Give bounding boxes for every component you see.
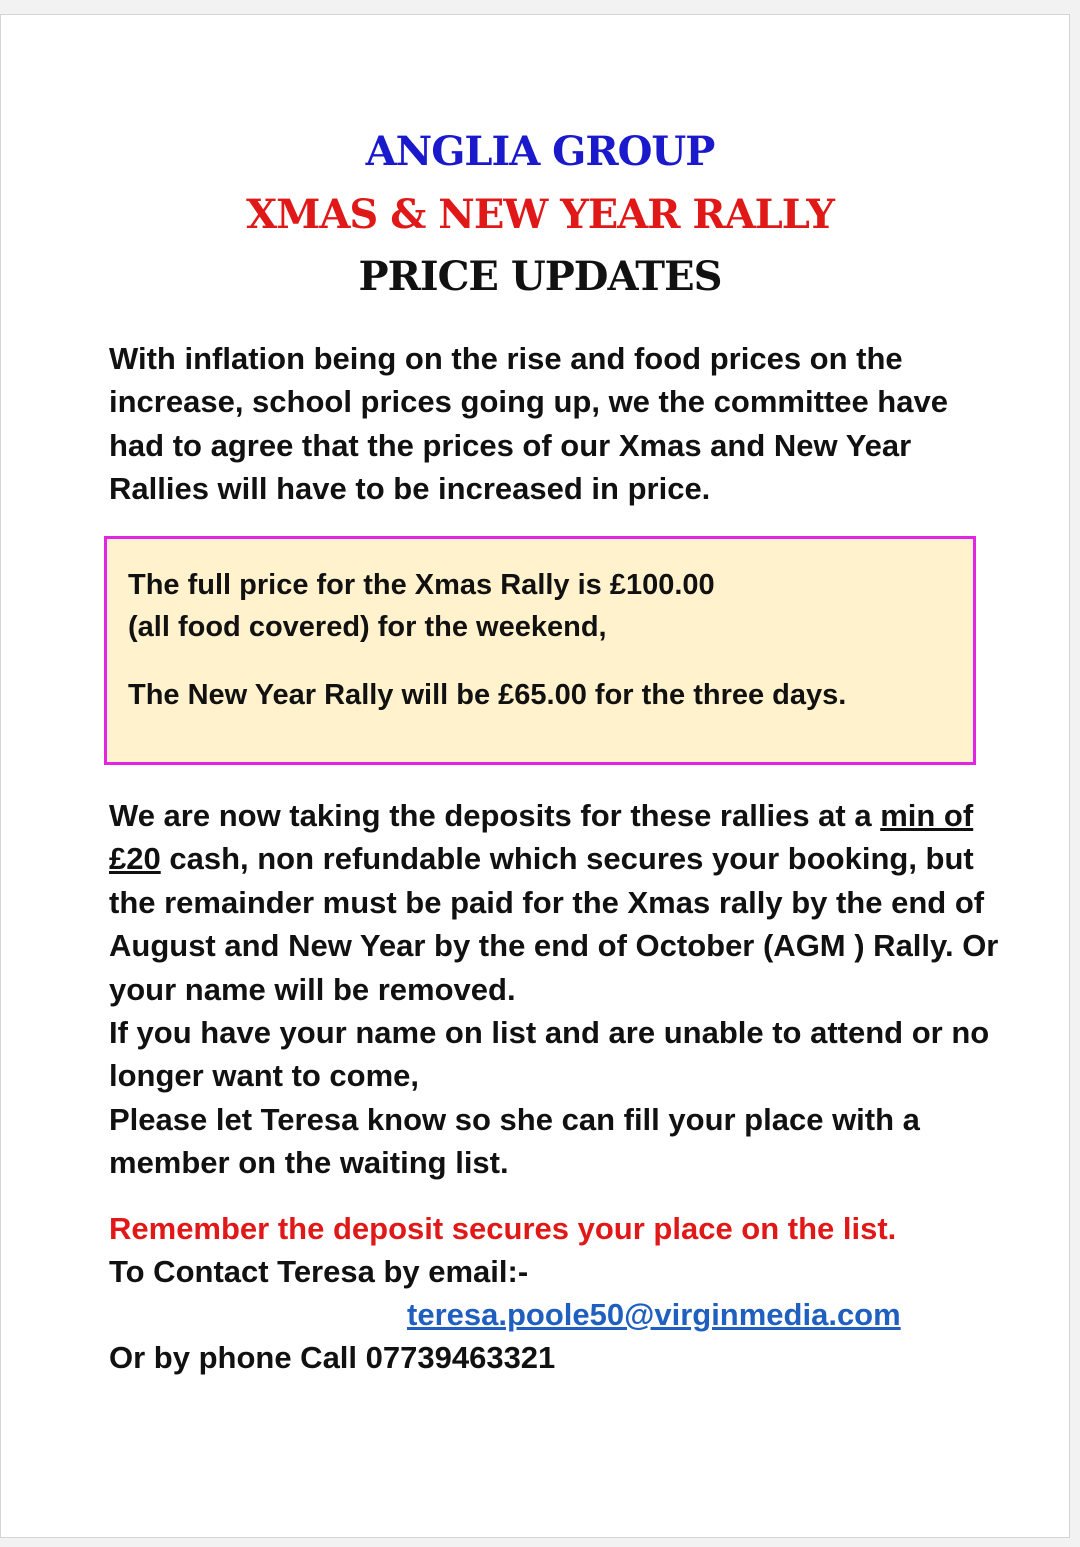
deposit-terms: cash, non refundable which secures your booking, but the remainder must be paid for the Xmas rally by the end of August and New Year by the end of October (AGM ) Rally. Or your name will be removed. (109, 841, 999, 1007)
title-anglia-group: ANGLIA GROUP (365, 128, 715, 175)
intro-paragraph: With inflation being on the rise and food prices on the increase, school prices going up, we the committee have had to agree that the prices of our Xmas and New Year Rallies will have to be increased in price. (109, 341, 948, 507)
phone-contact: Or by phone Call 07739463321 (109, 1340, 556, 1375)
deposit-text: We are now taking the deposits for these rallies at a (109, 798, 881, 833)
title-price-updates: PRICE UPDATES (358, 253, 722, 300)
unable-to-attend-text: If you have your name on list and are unable to attend or no longer want to come, (109, 1015, 990, 1094)
deposit-reminder: Remember the deposit secures your place on the list. (109, 1211, 897, 1246)
deposit-details (109, 794, 1009, 1185)
xmas-price-detail: (all food covered) for the weekend, (128, 611, 607, 643)
email-contact-label: To Contact Teresa by email:- (109, 1254, 529, 1289)
waiting-list-text: Please let Teresa know so she can fill your place with a member on the waiting list. (109, 1101, 920, 1181)
new-year-price-line: The New Year Rally will be £65.00 for the three days. (128, 679, 847, 711)
min-deposit: min of £20 (109, 798, 974, 877)
email-link[interactable]: teresa.poole50@virginmedia.com (407, 1297, 901, 1332)
xmas-price-line: The full price for the Xmas Rally is £100.00 (128, 569, 715, 601)
price-box (104, 536, 976, 765)
title-rally: XMAS & NEW YEAR RALLY (246, 191, 834, 238)
